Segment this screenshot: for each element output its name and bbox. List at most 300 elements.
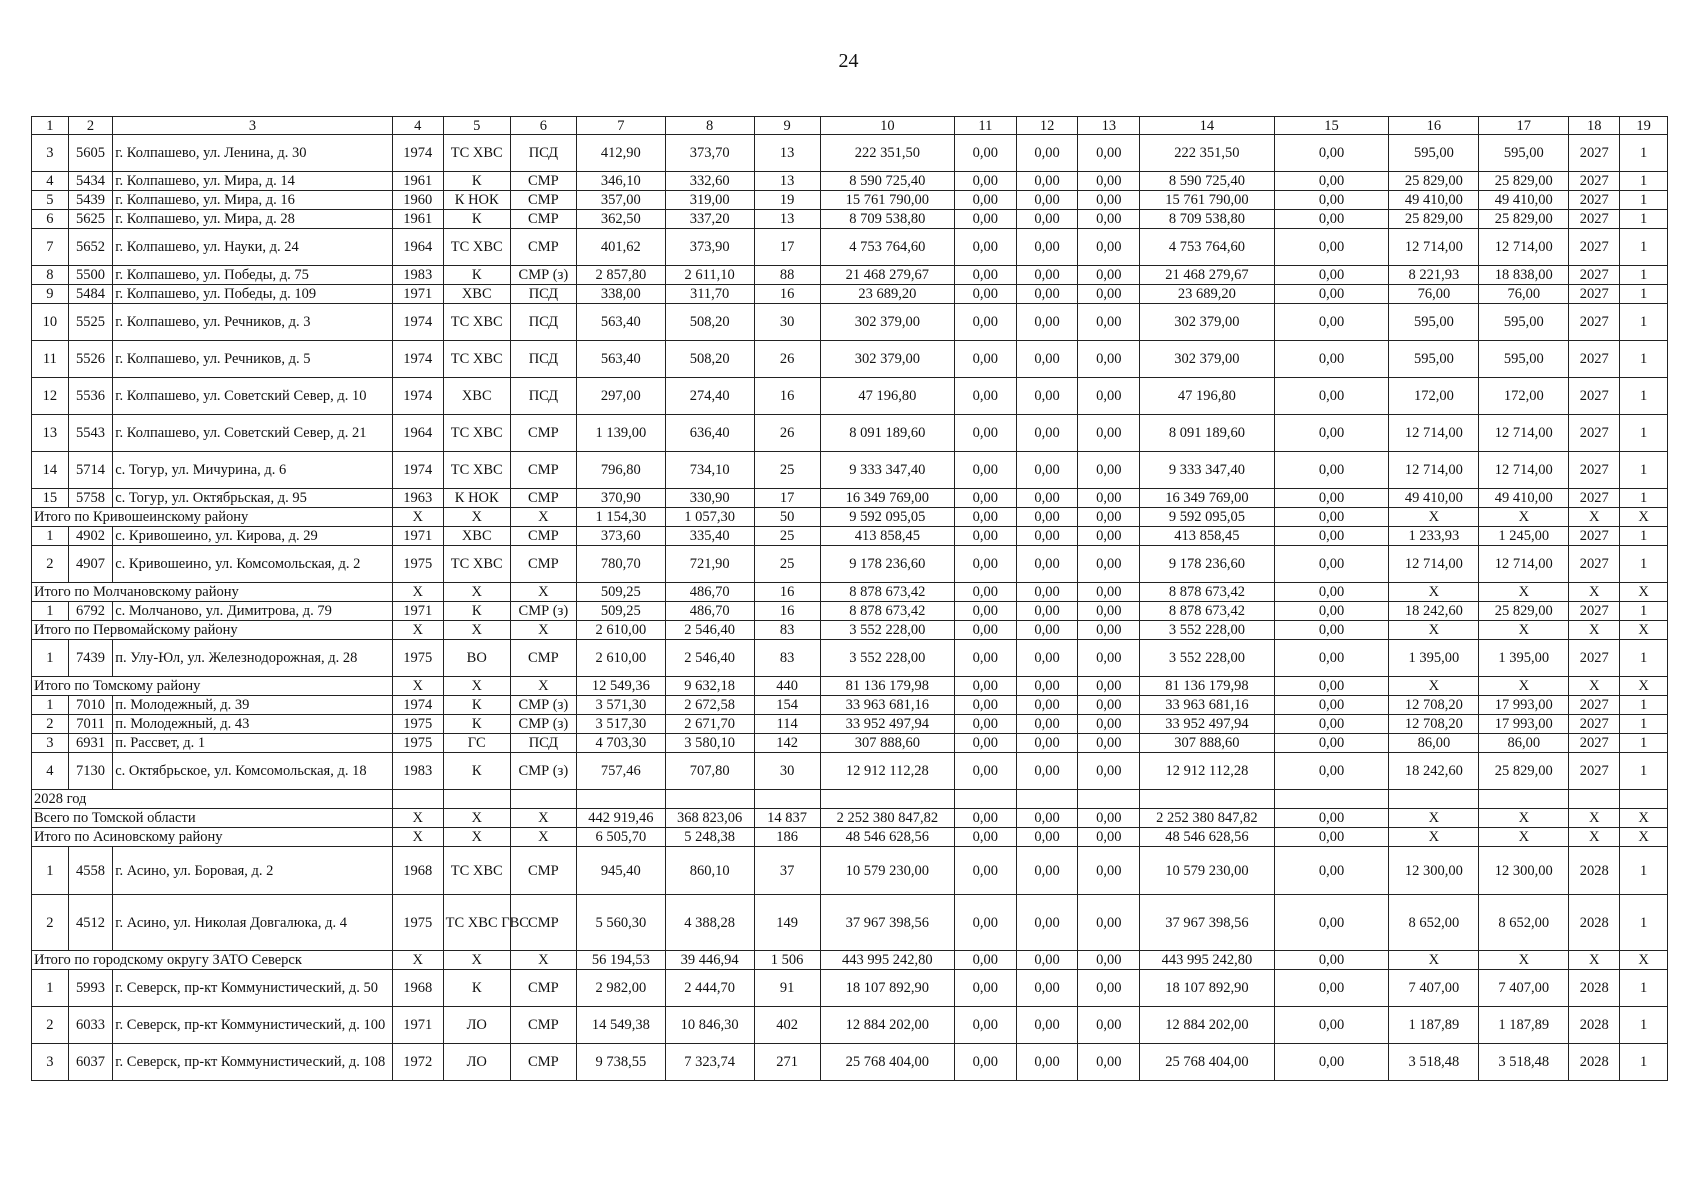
- table-cell: Х: [1389, 951, 1479, 970]
- table-cell: 311,70: [665, 285, 754, 304]
- table-cell: 1: [1620, 266, 1668, 285]
- table-cell: 2 252 380 847,82: [820, 809, 954, 828]
- table-cell: 30: [754, 753, 820, 790]
- table-cell: 0,00: [1274, 378, 1389, 415]
- table-cell: 3 580,10: [665, 734, 754, 753]
- table-cell: К: [443, 266, 510, 285]
- table-cell: 1: [1620, 210, 1668, 229]
- table-cell: 1975: [392, 895, 443, 951]
- table-cell: 76,00: [1389, 285, 1479, 304]
- table-cell: 2027: [1569, 452, 1620, 489]
- summary-label: Итого по Кривошеинскому району: [32, 508, 393, 527]
- table-cell: 707,80: [665, 753, 754, 790]
- table-cell: 33 963 681,16: [1140, 696, 1274, 715]
- summary-row: [32, 508, 1668, 527]
- register-table: [31, 116, 1668, 1081]
- table-cell: 3 552 228,00: [820, 640, 954, 677]
- table-cell: 3 552 228,00: [820, 621, 954, 640]
- table-cell: 1: [1620, 285, 1668, 304]
- table-cell: СМР: [510, 415, 576, 452]
- table-cell: СМР: [510, 489, 576, 508]
- table-cell: 49 410,00: [1479, 191, 1569, 210]
- table-cell: 1 245,00: [1479, 527, 1569, 546]
- table-cell: 0,00: [954, 640, 1016, 677]
- table-cell: 8: [32, 266, 69, 285]
- table-cell: ТС ХВС: [443, 304, 510, 341]
- table-cell: 413 858,45: [1140, 527, 1274, 546]
- table-cell: 636,40: [665, 415, 754, 452]
- table-cell: 6792: [68, 602, 112, 621]
- table-cell: 0,00: [1078, 285, 1140, 304]
- table-cell: К НОК: [443, 489, 510, 508]
- table-cell: 0,00: [1274, 489, 1389, 508]
- table-cell: Х: [392, 828, 443, 847]
- table-row: [32, 341, 1668, 378]
- table-cell: 4902: [68, 527, 112, 546]
- table-cell: 0,00: [954, 489, 1016, 508]
- table-cell: 16: [754, 378, 820, 415]
- table-cell: 12 714,00: [1479, 229, 1569, 266]
- table-row: [32, 602, 1668, 621]
- table-cell: Х: [1389, 583, 1479, 602]
- table-cell: 0,00: [1078, 1044, 1140, 1081]
- table-cell: 0,00: [1274, 191, 1389, 210]
- table-cell: 10: [32, 304, 69, 341]
- table-cell: 2027: [1569, 266, 1620, 285]
- table-cell: 4 703,30: [576, 734, 665, 753]
- address-cell: г. Асино, ул. Николая Довгалюка, д. 4: [113, 895, 393, 951]
- table-cell: 307 888,60: [820, 734, 954, 753]
- table-cell: 0,00: [1016, 135, 1078, 172]
- table-cell: 1: [1620, 847, 1668, 895]
- table-body: [32, 117, 1668, 1081]
- table-cell: 8 652,00: [1389, 895, 1479, 951]
- table-cell: 0,00: [1078, 847, 1140, 895]
- table-cell: 8 221,93: [1389, 266, 1479, 285]
- table-cell: 8 091 189,60: [820, 415, 954, 452]
- table-cell: 335,40: [665, 527, 754, 546]
- summary-label: Итого по Молчановскому району: [32, 583, 393, 602]
- table-cell: 2028: [1569, 1044, 1620, 1081]
- summary-row: [32, 951, 1668, 970]
- table-cell: 5714: [68, 452, 112, 489]
- table-cell: 2028: [1569, 895, 1620, 951]
- table-cell: 9 738,55: [576, 1044, 665, 1081]
- table-cell: 2027: [1569, 640, 1620, 677]
- table-cell: 222 351,50: [1140, 135, 1274, 172]
- table-cell: ЛО: [443, 1007, 510, 1044]
- table-cell: К: [443, 172, 510, 191]
- table-cell: 2 610,00: [576, 640, 665, 677]
- table-cell: 16: [754, 602, 820, 621]
- table-cell: 7011: [68, 715, 112, 734]
- table-cell: 412,90: [576, 135, 665, 172]
- table-cell: Х: [1389, 621, 1479, 640]
- table-cell: Х: [443, 621, 510, 640]
- table-cell: 23 689,20: [820, 285, 954, 304]
- table-cell: 18 107 892,90: [820, 970, 954, 1007]
- table-cell: СМР (з): [510, 753, 576, 790]
- table-row: [32, 527, 1668, 546]
- table-cell: 0,00: [1274, 527, 1389, 546]
- table-cell: 401,62: [576, 229, 665, 266]
- column-header: 1: [32, 117, 69, 135]
- table-cell: 5484: [68, 285, 112, 304]
- table-cell: 18 242,60: [1389, 753, 1479, 790]
- table-cell: ПСД: [510, 341, 576, 378]
- table-cell: 4: [32, 753, 69, 790]
- table-row: [32, 546, 1668, 583]
- column-header: 15: [1274, 117, 1389, 135]
- table-cell: 0,00: [1078, 527, 1140, 546]
- table-cell: 0,00: [1016, 191, 1078, 210]
- table-cell: 5525: [68, 304, 112, 341]
- table-cell: Х: [1569, 809, 1620, 828]
- table-cell: 1964: [392, 415, 443, 452]
- table-cell: 47 196,80: [1140, 378, 1274, 415]
- table-cell: 91: [754, 970, 820, 1007]
- table-cell: 2 610,00: [576, 621, 665, 640]
- table-cell: СМР: [510, 970, 576, 1007]
- table-cell: 7130: [68, 753, 112, 790]
- table-cell: 9 632,18: [665, 677, 754, 696]
- table-cell: Х: [1569, 677, 1620, 696]
- table-cell: 1: [1620, 1007, 1668, 1044]
- table-cell: 1: [1620, 1044, 1668, 1081]
- table-cell: 5652: [68, 229, 112, 266]
- table-cell: 443 995 242,80: [820, 951, 954, 970]
- table-row: [32, 895, 1668, 951]
- table-cell: 0,00: [1078, 508, 1140, 527]
- column-header: 16: [1389, 117, 1479, 135]
- table-cell: 7 407,00: [1479, 970, 1569, 1007]
- table-cell: 0,00: [1016, 828, 1078, 847]
- table-cell: 1: [1620, 640, 1668, 677]
- table-cell: 0,00: [1078, 229, 1140, 266]
- table-cell: 9 333 347,40: [1140, 452, 1274, 489]
- table-cell: 49 410,00: [1389, 489, 1479, 508]
- table-cell: 307 888,60: [1140, 734, 1274, 753]
- table-cell: 47 196,80: [820, 378, 954, 415]
- table-cell: 9 178 236,60: [1140, 546, 1274, 583]
- table-cell: 13: [754, 210, 820, 229]
- table-cell: 0,00: [1078, 191, 1140, 210]
- table-cell: 14 549,38: [576, 1007, 665, 1044]
- table-cell: 37 967 398,56: [820, 895, 954, 951]
- table-row: [32, 172, 1668, 191]
- table-cell: 0,00: [1016, 677, 1078, 696]
- table-cell: 442 919,46: [576, 809, 665, 828]
- table-cell: 5434: [68, 172, 112, 191]
- table-cell: ПСД: [510, 378, 576, 415]
- table-cell: 0,00: [954, 677, 1016, 696]
- table-cell: 12 714,00: [1479, 546, 1569, 583]
- table-cell: 0,00: [1016, 210, 1078, 229]
- table-cell: 25 829,00: [1479, 210, 1569, 229]
- column-header: 17: [1479, 117, 1569, 135]
- column-header: 11: [954, 117, 1016, 135]
- table-cell: 0,00: [1078, 970, 1140, 1007]
- table-cell: 330,90: [665, 489, 754, 508]
- table-cell: 12 912 112,28: [1140, 753, 1274, 790]
- table-row: [32, 715, 1668, 734]
- table-cell: 1974: [392, 341, 443, 378]
- table-cell: 12 714,00: [1389, 452, 1479, 489]
- table-cell: 338,00: [576, 285, 665, 304]
- table-cell: 0,00: [1274, 546, 1389, 583]
- table-cell: 5993: [68, 970, 112, 1007]
- table-cell: ТС ХВС: [443, 847, 510, 895]
- table-cell: 19: [754, 191, 820, 210]
- address-cell: с. Кривошеино, ул. Кирова, д. 29: [113, 527, 393, 546]
- table-cell: 3: [32, 1044, 69, 1081]
- table-cell: 2027: [1569, 210, 1620, 229]
- table-cell: 0,00: [1274, 135, 1389, 172]
- summary-row: [32, 677, 1668, 696]
- table-cell: 0,00: [1016, 809, 1078, 828]
- table-cell: ТС ХВС: [443, 135, 510, 172]
- table-cell: 1974: [392, 135, 443, 172]
- table-cell: СМР (з): [510, 696, 576, 715]
- table-cell: 0,00: [1078, 809, 1140, 828]
- table-cell: СМР: [510, 640, 576, 677]
- column-header: 4: [392, 117, 443, 135]
- table-cell: ЛО: [443, 1044, 510, 1081]
- table-cell: 734,10: [665, 452, 754, 489]
- table-cell: 2027: [1569, 696, 1620, 715]
- table-cell: Х: [1569, 828, 1620, 847]
- table-cell: К: [443, 715, 510, 734]
- table-cell: 5500: [68, 266, 112, 285]
- table-cell: 0,00: [1016, 640, 1078, 677]
- table-cell: 0,00: [1078, 172, 1140, 191]
- table-cell: 2 546,40: [665, 621, 754, 640]
- table-cell: 2 611,10: [665, 266, 754, 285]
- table-cell: СМР: [510, 191, 576, 210]
- table-row: [32, 266, 1668, 285]
- table-cell: 14 837: [754, 809, 820, 828]
- table-cell: 2027: [1569, 229, 1620, 266]
- table-cell: 373,60: [576, 527, 665, 546]
- table-cell: СМР: [510, 172, 576, 191]
- table-cell: [665, 790, 754, 809]
- table-cell: СМР (з): [510, 715, 576, 734]
- table-cell: ПСД: [510, 734, 576, 753]
- table-cell: 0,00: [1078, 135, 1140, 172]
- table-cell: 757,46: [576, 753, 665, 790]
- table-cell: [1140, 790, 1274, 809]
- table-cell: 11: [32, 341, 69, 378]
- table-cell: 1: [1620, 304, 1668, 341]
- table-cell: 6931: [68, 734, 112, 753]
- table-cell: [754, 790, 820, 809]
- table-cell: 1: [1620, 191, 1668, 210]
- table-cell: 1983: [392, 266, 443, 285]
- table-cell: 8 590 725,40: [1140, 172, 1274, 191]
- table-cell: 1971: [392, 602, 443, 621]
- table-cell: 1961: [392, 210, 443, 229]
- table-cell: 0,00: [1078, 452, 1140, 489]
- table-cell: [1274, 790, 1389, 809]
- table-cell: 0,00: [954, 1007, 1016, 1044]
- table-cell: 1960: [392, 191, 443, 210]
- table-cell: 0,00: [954, 809, 1016, 828]
- summary-label: Итого по Томскому району: [32, 677, 393, 696]
- table-cell: [1078, 790, 1140, 809]
- table-cell: 0,00: [1078, 677, 1140, 696]
- address-cell: с. Молчаново, ул. Димитрова, д. 79: [113, 602, 393, 621]
- table-cell: 16 349 769,00: [1140, 489, 1274, 508]
- table-cell: 1: [1620, 734, 1668, 753]
- table-cell: 337,20: [665, 210, 754, 229]
- table-cell: 5605: [68, 135, 112, 172]
- address-cell: п. Молодежный, д. 39: [113, 696, 393, 715]
- table-cell: 1972: [392, 1044, 443, 1081]
- address-cell: г. Колпашево, ул. Победы, д. 109: [113, 285, 393, 304]
- table-cell: 0,00: [1078, 753, 1140, 790]
- table-cell: 0,00: [1274, 753, 1389, 790]
- table-cell: 0,00: [1016, 715, 1078, 734]
- table-cell: 0,00: [1016, 970, 1078, 1007]
- table-cell: СМР: [510, 895, 576, 951]
- table-cell: 7010: [68, 696, 112, 715]
- table-cell: 2 982,00: [576, 970, 665, 1007]
- table-cell: 595,00: [1389, 304, 1479, 341]
- table-cell: 486,70: [665, 602, 754, 621]
- table-cell: 7439: [68, 640, 112, 677]
- table-cell: 0,00: [1016, 602, 1078, 621]
- table-cell: 2027: [1569, 341, 1620, 378]
- table-cell: 1974: [392, 378, 443, 415]
- table-cell: 33 963 681,16: [820, 696, 954, 715]
- table-cell: 2027: [1569, 489, 1620, 508]
- table-cell: 25 829,00: [1479, 753, 1569, 790]
- table-cell: 18 242,60: [1389, 602, 1479, 621]
- address-cell: с. Тогур, ул. Октябрьская, д. 95: [113, 489, 393, 508]
- column-header: 3: [113, 117, 393, 135]
- table-cell: 12 549,36: [576, 677, 665, 696]
- table-cell: СМР: [510, 527, 576, 546]
- table-cell: Х: [510, 583, 576, 602]
- table-cell: 0,00: [1016, 415, 1078, 452]
- table-cell: [1479, 790, 1569, 809]
- table-cell: 271: [754, 1044, 820, 1081]
- table-cell: 302 379,00: [820, 341, 954, 378]
- table-cell: Х: [392, 621, 443, 640]
- table-cell: 12 714,00: [1389, 415, 1479, 452]
- table-cell: 8 709 538,80: [1140, 210, 1274, 229]
- table-cell: 0,00: [954, 285, 1016, 304]
- table-cell: 0,00: [1274, 210, 1389, 229]
- table-cell: ПСД: [510, 285, 576, 304]
- table-cell: 18 107 892,90: [1140, 970, 1274, 1007]
- table-cell: 83: [754, 640, 820, 677]
- table-cell: ТС ХВС ГВС: [443, 895, 510, 951]
- table-cell: 4 753 764,60: [820, 229, 954, 266]
- table-cell: 0,00: [1016, 753, 1078, 790]
- table-cell: 0,00: [1078, 210, 1140, 229]
- table-cell: 2027: [1569, 527, 1620, 546]
- table-cell: 12 884 202,00: [1140, 1007, 1274, 1044]
- table-cell: 17 993,00: [1479, 696, 1569, 715]
- table-cell: Х: [510, 677, 576, 696]
- table-cell: 1: [32, 602, 69, 621]
- table-cell: 0,00: [1016, 696, 1078, 715]
- table-cell: 13: [32, 415, 69, 452]
- table-cell: 0,00: [1016, 304, 1078, 341]
- table-cell: 297,00: [576, 378, 665, 415]
- column-header: 9: [754, 117, 820, 135]
- table-cell: 0,00: [1274, 696, 1389, 715]
- table-cell: Х: [1389, 508, 1479, 527]
- table-cell: 7: [32, 229, 69, 266]
- table-cell: 0,00: [954, 135, 1016, 172]
- table-cell: 509,25: [576, 583, 665, 602]
- table-cell: 4 388,28: [665, 895, 754, 951]
- table-cell: 0,00: [954, 210, 1016, 229]
- table-cell: 443 995 242,80: [1140, 951, 1274, 970]
- table-cell: 1983: [392, 753, 443, 790]
- table-cell: Х: [1569, 951, 1620, 970]
- table-cell: Х: [392, 677, 443, 696]
- table-cell: К НОК: [443, 191, 510, 210]
- table-row: [32, 696, 1668, 715]
- table-cell: 0,00: [954, 951, 1016, 970]
- table-cell: Х: [1389, 828, 1479, 847]
- address-cell: г. Колпашево, ул. Советский Север, д. 10: [113, 378, 393, 415]
- table-cell: 563,40: [576, 304, 665, 341]
- table-cell: 0,00: [1016, 546, 1078, 583]
- table-cell: 222 351,50: [820, 135, 954, 172]
- table-cell: К: [443, 970, 510, 1007]
- table-cell: 1 395,00: [1389, 640, 1479, 677]
- table-cell: 5758: [68, 489, 112, 508]
- table-cell: 0,00: [954, 734, 1016, 753]
- table-cell: 0,00: [1274, 734, 1389, 753]
- table-cell: 1: [1620, 527, 1668, 546]
- table-cell: 3: [32, 135, 69, 172]
- table-cell: 0,00: [1274, 951, 1389, 970]
- table-cell: 21 468 279,67: [1140, 266, 1274, 285]
- table-cell: 5: [32, 191, 69, 210]
- table-cell: 1: [1620, 378, 1668, 415]
- table-cell: 2 546,40: [665, 640, 754, 677]
- table-cell: 25 829,00: [1479, 172, 1569, 191]
- table-cell: 319,00: [665, 191, 754, 210]
- table-cell: Х: [510, 951, 576, 970]
- table-cell: 3 517,30: [576, 715, 665, 734]
- table-cell: СМР: [510, 847, 576, 895]
- table-cell: 21 468 279,67: [820, 266, 954, 285]
- table-cell: 0,00: [1274, 809, 1389, 828]
- table-cell: 0,00: [1274, 1007, 1389, 1044]
- table-cell: 0,00: [1078, 696, 1140, 715]
- table-cell: 8 878 673,42: [1140, 602, 1274, 621]
- table-cell: Х: [1479, 508, 1569, 527]
- table-cell: 2 857,80: [576, 266, 665, 285]
- table-cell: СМР: [510, 546, 576, 583]
- table-cell: 172,00: [1389, 378, 1479, 415]
- table-row: [32, 135, 1668, 172]
- table-cell: Х: [1479, 809, 1569, 828]
- table-row: [32, 489, 1668, 508]
- table-row: [32, 452, 1668, 489]
- table-row: [32, 415, 1668, 452]
- table-cell: 15 761 790,00: [1140, 191, 1274, 210]
- table-cell: 16: [754, 285, 820, 304]
- table-cell: 486,70: [665, 583, 754, 602]
- table-cell: 0,00: [1016, 1044, 1078, 1081]
